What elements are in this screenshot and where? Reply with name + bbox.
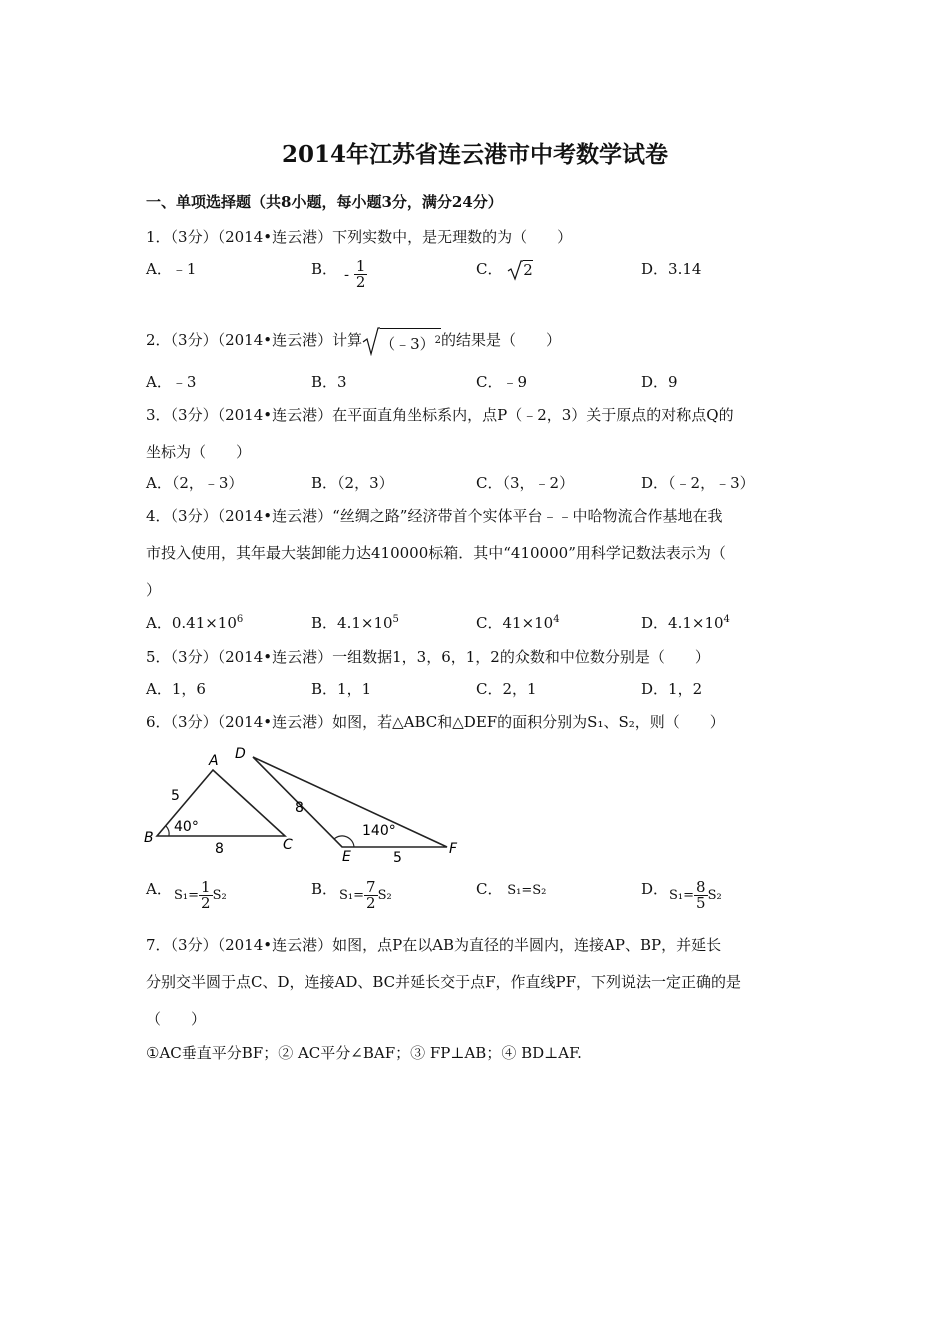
- q3-option-c: C．（3，﹣2）: [476, 474, 575, 492]
- q7-statements: ①AC垂直平分BF；② AC平分∠BAF；③ FP⊥AB；④ BD⊥AF.: [146, 1044, 582, 1062]
- label-ef: 5: [393, 850, 402, 865]
- q7-stem-line1: 7．（3分）（2014•连云港）如图，点P在以AB为直径的半圆内，连接AP、BP，并延长: [146, 936, 722, 954]
- q3-option-d: D．（﹣2，﹣3）: [641, 474, 755, 492]
- q1-option-b: B．: [311, 260, 338, 278]
- q6-option-b: B．: [311, 880, 338, 898]
- label-ab: 5: [171, 788, 180, 804]
- sqrt-sign-icon: [362, 326, 380, 356]
- label-c: C: [283, 837, 293, 853]
- q1-option-c: C． 2: [476, 260, 533, 279]
- q6-option-c: C． S₁=S₂: [476, 880, 547, 898]
- q2-stem: 2．（3分）（2014•连云港）计算 （﹣3）$^2$的结果是（ ）: [146, 326, 561, 356]
- label-a: A: [209, 753, 219, 769]
- q1-option-b-fraction: - $\frac{1}{2}$: [344, 257, 366, 291]
- q5-option-b: B．1，1: [311, 680, 372, 698]
- q7-stem-line3: （ ）: [146, 1010, 207, 1028]
- label-e: E: [342, 849, 351, 865]
- q3-stem-line1: 3．（3分）（2014•连云港）在平面直角坐标系内，点P（﹣2，3）关于原点的对称点Q的: [146, 406, 734, 424]
- q6-option-a-expr: S₁= $\frac{1}{2}$ S₂: [174, 878, 227, 912]
- q4-option-a: A．$0.41\times 10^6$: [146, 614, 244, 632]
- q1-option-a: A．﹣1: [146, 260, 197, 278]
- q6-option-d-expr: S₁= $\frac{8}{5}$ S₂: [669, 878, 722, 912]
- q2-option-b: B．3: [311, 373, 347, 391]
- page-title: 2014年江苏省连云港市中考数学试卷: [281, 141, 668, 168]
- q4-option-d: D．$4.1\times 10^4$: [641, 614, 730, 632]
- q6-stem: 6．（3分）（2014•连云港）如图，若△ABC和△DEF的面积分别为S₁、S₂，则（ ）: [146, 713, 725, 731]
- label-angle-b: 40°: [174, 819, 199, 835]
- q6-option-a: A．: [146, 880, 172, 898]
- q5-option-a: A．1，6: [146, 680, 206, 698]
- q2-option-a: A．﹣3: [146, 373, 197, 391]
- q2-option-c: C．﹣9: [476, 373, 528, 391]
- angle-b-arc: [166, 826, 169, 836]
- q2-option-d: D．9: [641, 373, 678, 391]
- q5-option-c: C．2，1: [476, 680, 537, 698]
- label-de: 8: [295, 800, 304, 816]
- q5-option-d: D．1，2: [641, 680, 703, 698]
- q3-option-a: A．（2，﹣3）: [146, 474, 244, 492]
- q6-option-d: D．: [641, 880, 669, 898]
- q7-stem-line2: 分别交半圆于点C、D，连接AD、BC并延长交于点F，作直线PF，下列说法一定正确的是: [146, 973, 742, 991]
- q6-option-b-expr: S₁= $\frac{7}{2}$ S₂: [339, 878, 392, 912]
- label-angle-e: 140°: [362, 823, 396, 839]
- label-f: F: [449, 841, 458, 857]
- section-heading: 一、单项选择题（共8小题，每小题3分，满分24分）: [146, 193, 503, 211]
- q4-stem-line2: 市投入使用，其年最大装卸能力达410000标箱．其中“410000”用科学记数法表示为（: [146, 544, 726, 562]
- q1-option-d: D．3.14: [641, 260, 702, 278]
- label-bc: 8: [215, 841, 224, 857]
- q4-stem-line1: 4．（3分）（2014•连云港）“丝绸之路”经济带首个实体平台﹣﹣中哈物流合作基地在我: [146, 507, 723, 525]
- label-d: D: [235, 746, 246, 762]
- q1-stem: 1．（3分）（2014•连云港）下列实数中，是无理数的为（ ）: [146, 228, 573, 246]
- q6-triangles-figure: [140, 740, 470, 865]
- label-b: B: [144, 830, 154, 846]
- q4-option-c: C．$41\times 10^4$: [476, 614, 560, 632]
- q4-stem-line3: ）: [146, 581, 162, 599]
- q3-stem-line2: 坐标为（ ）: [146, 443, 252, 461]
- sqrt-sign-icon: [507, 259, 523, 281]
- q3-option-b: B．（2，3）: [311, 474, 394, 492]
- q5-stem: 5．（3分）（2014•连云港）一组数据1，3，6，1，2的众数和中位数分别是（ ）: [146, 648, 710, 666]
- q4-option-b: B．$4.1\times 10^5$: [311, 614, 399, 632]
